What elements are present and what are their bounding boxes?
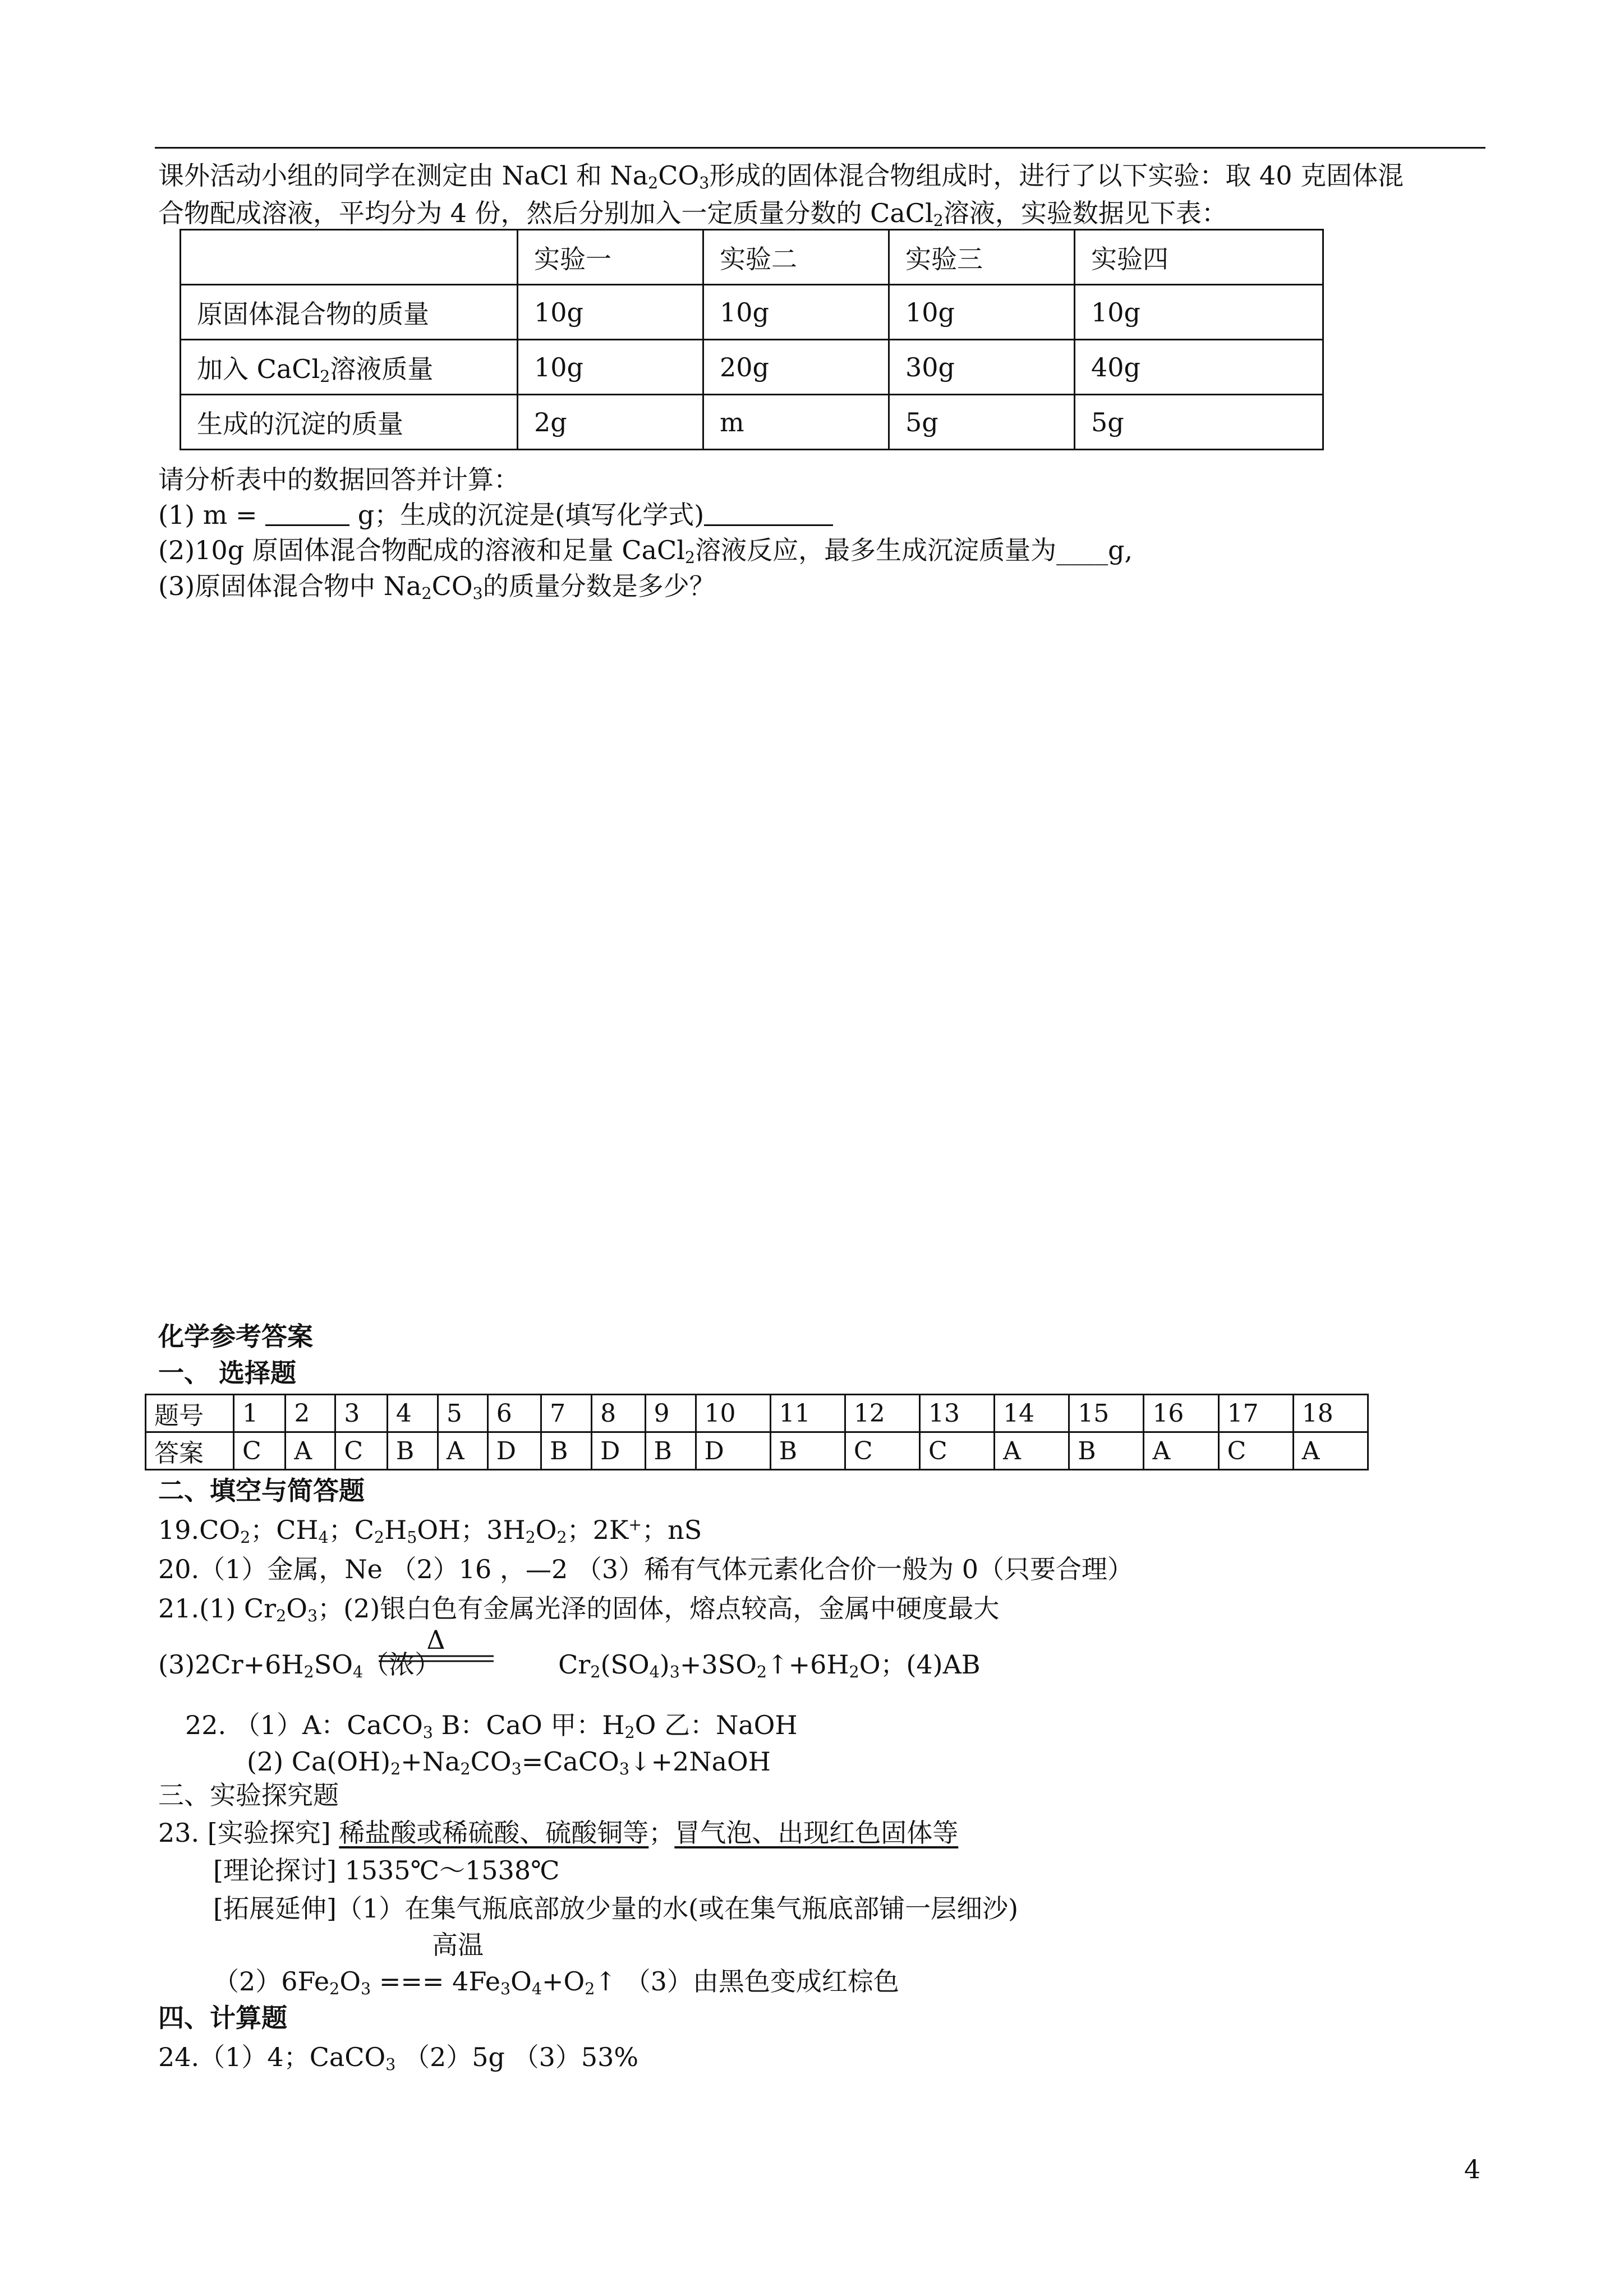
answers-title: 化学参考答案 [158, 1321, 313, 1352]
row-label: 加入 CaCl$_2$溶液质量 [181, 340, 518, 395]
answer-23-line-4: $(2)6Fe_2O_3$ === $4Fe_3O_4+O_2↑$ （3）由黑色变成红棕色 [213, 1966, 899, 1999]
table-cell: B [541, 1432, 592, 1470]
answer-23-line-2: [理论探讨] 1535℃～1538℃ [213, 1855, 560, 1885]
table-cell: 5 [438, 1395, 487, 1432]
table-cell: B [770, 1432, 845, 1470]
table-header-row [181, 230, 1323, 285]
table-cell: A [1144, 1432, 1218, 1470]
table-cell: 10g [518, 285, 703, 340]
row-label: 原固体混合物的质量 [181, 285, 518, 340]
table-cell: B [387, 1432, 438, 1470]
question-prompt: 请分析表中的数据回答并计算： [158, 464, 519, 495]
table-header-cell: 实验二 [703, 230, 889, 285]
row-label: 生成的沉淀的质量 [181, 395, 518, 450]
heat-symbol: Δ [426, 1626, 445, 1655]
table-row [146, 1395, 1368, 1432]
answer-23-line-3: [拓展延伸]（1）在集气瓶底部放少量的水(或在集气瓶底部铺一层细沙) [213, 1893, 1019, 1924]
answer-24: 24.（1）4；CaCO$_3$ （2）5g （3）53% [158, 2042, 639, 2074]
table-cell: A [286, 1432, 335, 1470]
table-cell: 18 [1293, 1395, 1368, 1432]
table-cell: 6 [487, 1395, 541, 1432]
experiment-data-table [180, 229, 1324, 450]
reaction-condition: 高温 [432, 1930, 484, 1960]
table-cell: C [234, 1432, 286, 1470]
table-row [181, 285, 1323, 340]
table-cell: 16 [1144, 1395, 1218, 1432]
page-number: 4 [1464, 2154, 1481, 2184]
table-cell: D [592, 1432, 645, 1470]
table-cell: 11 [770, 1395, 845, 1432]
table-cell: 4 [387, 1395, 438, 1432]
table-header-cell: 实验三 [889, 230, 1075, 285]
table-cell: 1 [234, 1395, 286, 1432]
table-cell: D [696, 1432, 770, 1470]
table-cell: 10 [696, 1395, 770, 1432]
table-cell: D [487, 1432, 541, 1470]
answer-blank[interactable] [265, 502, 349, 526]
question-3: (3)原固体混合物中 $Na_2CO_3$的质量分数是多少？ [158, 571, 715, 603]
table-cell: 10g [703, 285, 889, 340]
answer-19: $19.CO_2$；$CH_4$；$C_2H_5OH$；$3H_2O_2$；2K+；nS [158, 1515, 702, 1547]
intro-line-2: 合物配成溶液，平均分为 4 份，然后分别加入一定质量分数的 CaCl$_2$溶液，实验数据见下表： [158, 198, 1227, 230]
table-cell: m [703, 395, 889, 450]
table-cell: 2 [286, 1395, 335, 1432]
table-cell: 12 [845, 1395, 919, 1432]
answer-22-line-1: 22. （1）A：CaCO$_3$ B：CaO 甲：$H_2O$ 乙：NaOH [185, 1710, 798, 1742]
table-header-cell: 实验一 [518, 230, 703, 285]
table-cell: B [645, 1432, 696, 1470]
table-row [181, 395, 1323, 450]
table-cell: 8 [592, 1395, 645, 1432]
table-cell: 5g [1075, 395, 1323, 450]
table-cell: 10g [1075, 285, 1323, 340]
section-heading: 三、实验探究题 [158, 1780, 339, 1810]
table-cell: B [1069, 1432, 1144, 1470]
table-cell [181, 230, 518, 285]
question-2: (2)10g 原固体混合物配成的溶液和足量 CaCl$_2$溶液反应，最多生成沉淀质量为____g, [158, 535, 1133, 568]
table-cell: 17 [1218, 1395, 1293, 1432]
choice-answer-table [145, 1394, 1369, 1470]
header-rule [155, 147, 1485, 149]
answer-21-line-2: $(3)2Cr+6H_2SO_4$（浓） $Cr_2(SO_4)_3+3SO_2↑+6H_2O$；(4)AB [158, 1649, 981, 1682]
table-cell: A [438, 1432, 487, 1470]
question-1: (1) m = g；生成的沉淀是(填写化学式) [158, 502, 833, 528]
table-cell: 30g [889, 340, 1075, 395]
table-row [181, 340, 1323, 395]
row-label: 答案 [146, 1432, 234, 1470]
answer-blank[interactable] [704, 502, 833, 526]
answer-20: 20.（1）金属，Ne （2）16 ，—2 （3）稀有气体元素化合价一般为 0（只要合理） [158, 1554, 1133, 1584]
table-cell: 14 [995, 1395, 1069, 1432]
table-cell: C [919, 1432, 994, 1470]
row-label: 题号 [146, 1395, 234, 1432]
table-cell: 40g [1075, 340, 1323, 395]
answer-22-line-2: (2) $Ca(OH)_2+Na_2CO_3=CaCO_3↓+2NaOH$ [247, 1746, 771, 1779]
table-cell: 7 [541, 1395, 592, 1432]
table-cell: A [995, 1432, 1069, 1470]
table-cell: 2g [518, 395, 703, 450]
table-cell: 3 [335, 1395, 387, 1432]
table-cell: 9 [645, 1395, 696, 1432]
table-cell: C [845, 1432, 919, 1470]
table-cell: C [335, 1432, 387, 1470]
table-cell: 5g [889, 395, 1075, 450]
table-cell: 15 [1069, 1395, 1144, 1432]
table-cell: 10g [518, 340, 703, 395]
table-cell: A [1293, 1432, 1368, 1470]
section-heading: 四、计算题 [158, 2003, 287, 2033]
table-cell: 10g [889, 285, 1075, 340]
intro-line-1: 课外活动小组的同学在测定由 NaCl 和 $Na_2CO_3$形成的固体混合物组成时，进行了以下实验：取 40 克固体混 [158, 160, 1404, 193]
answer-23-line-1: 23. [实验探究] 稀盐酸或稀硫酸、硫酸铜等；冒气泡、出现红色固体等 [158, 1818, 959, 1848]
table-cell: 20g [703, 340, 889, 395]
table-header-cell: 实验四 [1075, 230, 1323, 285]
section-heading: 二、填空与简答题 [158, 1476, 365, 1506]
answer-21-line-1: 21.(1) $Cr_2O_3$；(2)银白色有金属光泽的固体，熔点较高，金属中硬度最大 [158, 1593, 1000, 1626]
section-heading: 一、 选择题 [158, 1358, 297, 1388]
table-row [146, 1432, 1368, 1470]
table-cell: C [1218, 1432, 1293, 1470]
table-cell: 13 [919, 1395, 994, 1432]
